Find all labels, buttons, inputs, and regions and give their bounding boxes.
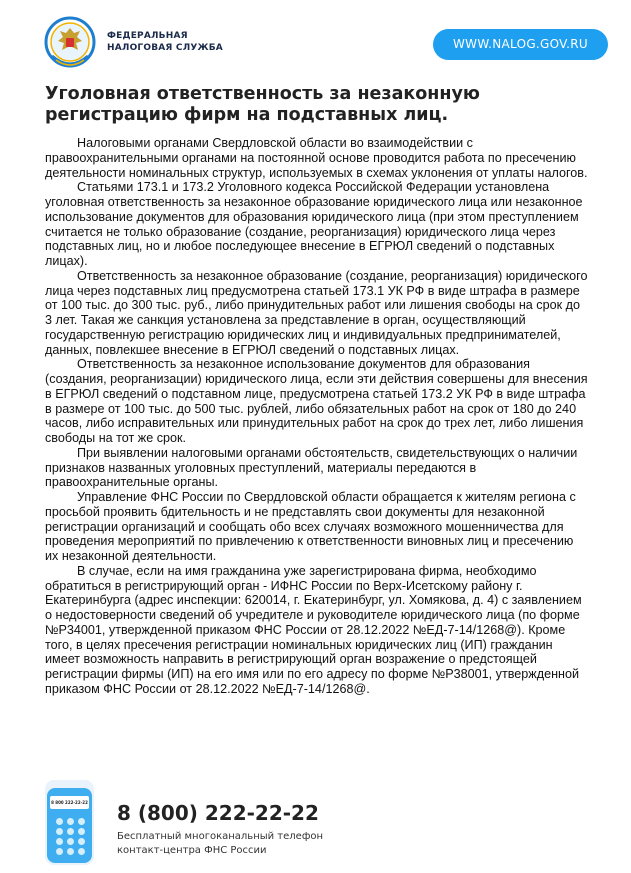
- keypad-key: [56, 818, 63, 825]
- keypad-key: [67, 818, 74, 825]
- paragraph: Ответственность за незаконное использование документов для образования (создания, реорганизации) юридического лица, если эти действия совершены для внесения в ЕГРЮЛ сведений о подставном лице, предусмотрена статьей 173.2 УК РФ в виде штрафа в размере от 100 тыс. до 500 тыс. рублей, либо обязательных работ на срок от 180 до 240 часов, либо исправительных или принудительных работ на срок до трех лет, либо лишения свободы на тот же срок.: [45, 357, 588, 445]
- keypad-key: [56, 848, 63, 855]
- paragraph: Ответственность за незаконное образование (создание, реорганизация) юридического лица через подставных лиц предусмотрена статьей 173.1 УК РФ в виде штрафа в размере от 100 тыс. до 300 тыс. руб., либо принудительных работ или лишения свободы на срок до 3 лет. Такая же санкция установлена за представление в орган, осуществляющий государственную регистрацию юридических лиц и индивидуальных предпринимателей, данных, повлекшее внесение в ЕГРЮЛ сведений о подставных лицах.: [45, 268, 588, 357]
- fns-emblem-icon: [44, 16, 96, 72]
- keypad-key: [67, 838, 74, 845]
- phone-body: [47, 788, 92, 863]
- hotline-desc-line1: Бесплатный многоканальный телефон: [117, 831, 324, 842]
- org-name: [107, 30, 223, 54]
- hotline-description: [117, 830, 323, 858]
- keypad-key: [67, 848, 74, 855]
- paragraph: Статьями 173.1 и 173.2 Уголовного кодекса Российской Федерации установлена уголовная ответственность за незаконное образование юридического лица или незаконное использование документов для образования юридического лица (при этом преступлением считается не только образование (создание, реорганизация) юридического лица через подставных лиц, но и любое последующее внесение в ЕГРЮЛ сведений о подставных лицах).: [45, 180, 583, 268]
- phone-icon: [45, 780, 94, 865]
- hotline-number: 8 (800) 222-22-22: [117, 801, 319, 825]
- website-link[interactable]: WWW.NALOG.GOV.RU: [433, 29, 608, 60]
- keypad-key: [78, 818, 85, 825]
- org-name-line2: НАЛОГОВАЯ СЛУЖБА: [107, 43, 223, 53]
- hotline-desc-line2: контакт-центра ФНС России: [117, 845, 267, 856]
- page-title: Уголовная ответственность за незаконную регистрацию фирм на подставных лиц.: [45, 84, 480, 125]
- paragraph: В случае, если на имя гражданина уже зарегистрирована фирма, необходимо обратиться в регистрирующий орган - ИФНС России по Верх-Исетскому району г. Екатеринбурга (адрес инспекции: 620014, г. Екатеринбург, ул. Хомякова, д. 4) с заявлением о недостоверности сведений об учредителе и руководителе юридического лица (по форме №Р34001, утвержденной приказом ФНС России от 28.12.2022 №ЕД-7-14/1268@). Кроме того, в целях пресечения регистрации номинальных юридических лиц (ИП) гражданин имеет возможность направить в регистрирующий орган возражение о предстоящей регистрации фирмы (ИП) на его имя или по его адресу по форме №Р38001, утвержденной приказом ФНС России от 28.12.2022 №ЕД-7-14/1268@.: [45, 563, 582, 696]
- phone-screen-number: 8 800 222-22-22: [50, 796, 89, 809]
- header: [0, 0, 631, 80]
- keypad-key: [56, 828, 63, 835]
- keypad-key: [78, 828, 85, 835]
- paragraph: Налоговыми органами Свердловской области во взаимодействии с правоохранительными органами на постоянной основе проводится работа по пресечению деятельности номинальных структур, используемых в схемах уклонения от уплаты налогов.: [45, 136, 588, 180]
- keypad-key: [56, 838, 63, 845]
- keypad-key: [67, 828, 74, 835]
- paragraph: Управление ФНС России по Свердловской области обращается к жителям региона с просьбой проявить бдительность и не представлять свои документы для незаконной регистрации организаций и сообщать обо всех случаях возможного мошенничества для проведения мероприятий по привлечению к ответственности виновных лиц и пресечению их незаконной деятельности.: [45, 490, 576, 563]
- org-name-line1: ФЕДЕРАЛЬНАЯ: [107, 31, 188, 41]
- keypad-key: [78, 848, 85, 855]
- keypad-key: [78, 838, 85, 845]
- paragraph: При выявлении налоговыми органами обстоятельств, свидетельствующих о наличии признаков названных уголовных преступлений, материалы передаются в правоохранительные органы.: [45, 445, 578, 490]
- article-body: [45, 136, 589, 697]
